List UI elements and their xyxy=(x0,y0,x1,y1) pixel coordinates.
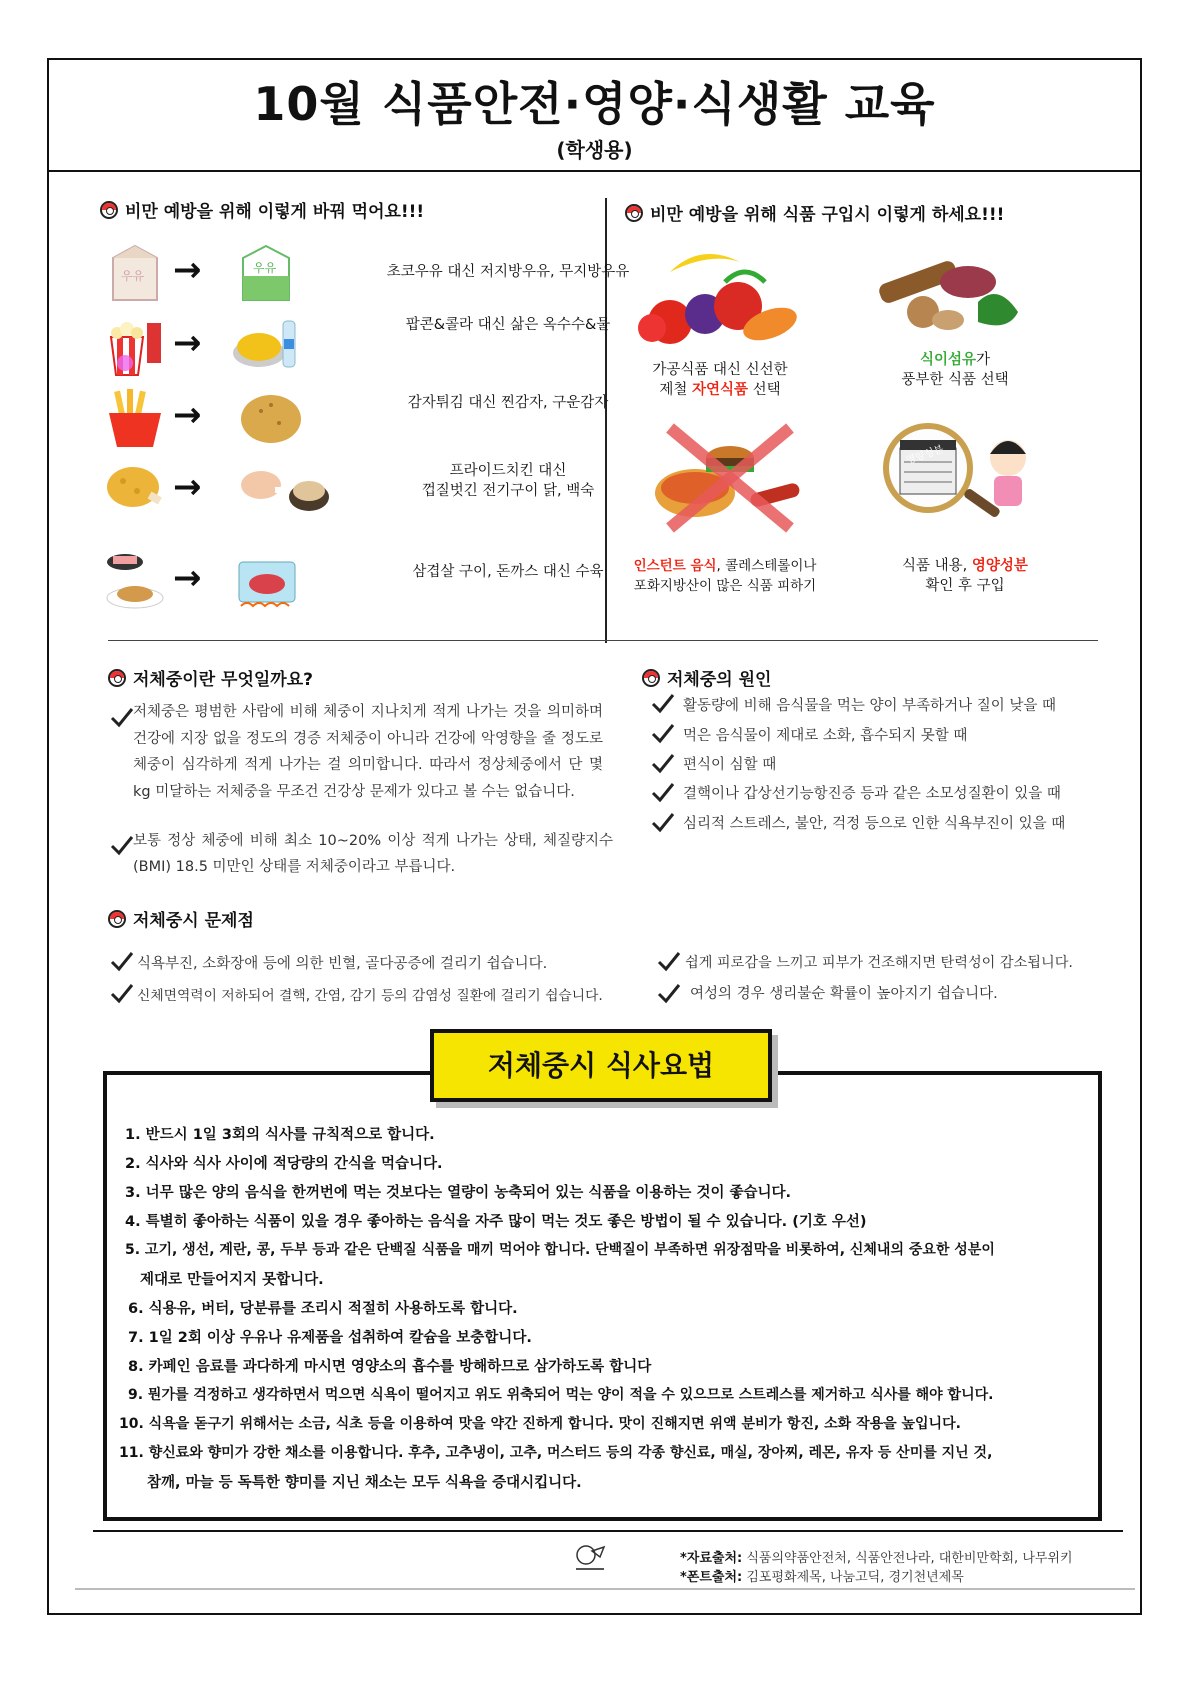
swap-label: 삼겹살 구이, 돈까스 대신 수육 xyxy=(412,564,604,580)
shopping-tips-heading: 비만 예방을 위해 식품 구입시 이렇게 하세요!!! xyxy=(625,200,1004,225)
tip-check-label: 식품 내용, 영양성분 확인 후 구입 xyxy=(902,558,1028,594)
diet-tip: 2. 식사와 식사 사이에 적당량의 간식을 먹습니다. xyxy=(125,1156,443,1172)
potato-icon xyxy=(231,385,301,449)
swap-label-line1: 프라이드치킨 대신 xyxy=(449,463,567,479)
roast-chicken-icon xyxy=(231,457,331,521)
tip-fresh-foods: 가공식품 대신 신선한 제철 자연식품 선택 xyxy=(652,362,788,398)
diet-tip: 5. 고기, 생선, 계란, 콩, 두부 등과 같은 단백질 식품을 매끼 먹어야 합니다. 단백질이 부족하면 위장점막을 비롯하여, 신체내의 중요한 성분이 xyxy=(125,1242,995,1258)
arrow-icon: → xyxy=(173,395,202,435)
cause-item: 활동량에 비해 음식물을 먹는 양이 부족하거나 질이 낮을 때 xyxy=(683,698,1057,714)
chocolate-milk-carton-icon xyxy=(103,240,167,304)
diet-tip: 11. 향신료와 향미가 강한 채소를 이용합니다. 후추, 고추냉이, 고추, 머스터드 등의 각종 향신료, 매실, 장아찌, 레몬, 유자 등 산미를 지닌 것, xyxy=(119,1445,993,1461)
swap-label: 감자튀김 대신 찐감자, 구운감자 xyxy=(407,395,609,411)
cause-item: 결핵이나 갑상선기능항진증 등과 같은 소모성질환이 있을 때 xyxy=(683,786,1061,802)
diet-tip: 3. 너무 많은 양의 음식을 한꺼번에 먹는 것보다는 열량이 농축되어 있는 식품을 이용하는 것이 좋습니다. xyxy=(125,1185,792,1201)
check-icon xyxy=(651,692,675,714)
swap-label-line2: 껍질벗긴 전기구이 닭, 백숙 xyxy=(421,483,595,499)
french-fries-icon xyxy=(103,385,167,449)
problem-item: 식욕부진, 소화장애 등에 의한 빈혈, 골다공증에 걸리기 쉽습니다. xyxy=(137,956,548,972)
pokeball-icon xyxy=(108,669,126,687)
problem-item: 여성의 경우 생리불순 확률이 높아지기 쉽습니다. xyxy=(690,986,998,1002)
cause-item: 먹은 음식물이 제대로 소화, 흡수되지 못할 때 xyxy=(683,728,968,744)
footer-line-light xyxy=(75,1588,1135,1590)
school-logo-icon xyxy=(572,1543,608,1573)
nutrition-label-magnifier-icon xyxy=(878,418,1048,533)
diet-tip: 1. 반드시 1일 3회의 식사를 규칙적으로 합니다. xyxy=(125,1127,435,1143)
pokeball-icon xyxy=(100,201,118,219)
underweight-definition: 저체중은 평범한 사람에 비해 체중이 지나치게 적게 나가는 것을 의미하며 건강에 지장 없을 정도의 경증 저체중이 아니라 건강에 악영향을 줄 정도로 체중이 심각하게 적게 나가는 걸 의미합니다. 따라서 정상체중에서 단 몇 kg 미달하는 저체중을 무조건 건강상 문제가 있다고 볼 수는 없습니다. xyxy=(133,704,603,800)
svg-text:우유: 우유 xyxy=(253,261,277,275)
tip-avoid-instant: 인스턴트 음식, 콜레스테롤이나 포화지방산이 많은 식품 피하기 xyxy=(633,558,817,594)
causes-heading: 저체중의 원인 xyxy=(642,665,771,690)
diet-tip: 8. 카페인 음료를 과다하게 마시면 영양소의 흡수를 방해하므로 삼가하도록 합니다 xyxy=(128,1359,652,1375)
diet-tip: 4. 특별히 좋아하는 식품이 있을 경우 좋아하는 음식을 자주 많이 먹는 것도 좋은 방법이 될 수 있습니다. (기호 우선) xyxy=(125,1214,867,1230)
check-icon xyxy=(651,722,675,744)
check-icon xyxy=(110,834,134,856)
font-credit: *폰트출처: 김포평화제목, 나눔고딕, 경기천년제목 xyxy=(680,1570,964,1585)
check-icon xyxy=(657,950,681,972)
page-subtitle: (학생용) xyxy=(556,138,633,162)
pokeball-icon xyxy=(625,204,643,222)
arrow-icon: → xyxy=(173,558,202,598)
swap-label: 초코우유 대신 저지방우유, 무지방우유 xyxy=(386,264,630,280)
swap-row-chicken xyxy=(103,457,603,527)
source-credit: *자료출처: 식품의약품안전처, 식품안전나라, 대한비만학회, 나무위키 xyxy=(680,1551,1073,1566)
pokeball-icon xyxy=(642,669,660,687)
diet-tip: 6. 식용유, 버터, 당분류를 조리시 적절히 사용하도록 합니다. xyxy=(128,1301,518,1317)
check-icon xyxy=(110,706,134,728)
check-icon xyxy=(651,811,675,833)
diet-tip-continued: 참깨, 마늘 등 독특한 향미를 지닌 채소는 모두 식욕을 증대시킵니다. xyxy=(147,1475,582,1491)
check-icon xyxy=(651,752,675,774)
swap-row-milk xyxy=(103,240,630,310)
arrow-icon: → xyxy=(173,250,202,290)
check-icon xyxy=(110,982,134,1004)
fruits-vegetables-icon xyxy=(630,242,805,352)
pork-cutlet-icon xyxy=(103,548,167,612)
check-icon xyxy=(110,950,134,972)
arrow-icon: → xyxy=(173,323,202,363)
problem-item: 신체면역력이 저하되어 결핵, 간염, 감기 등의 감염성 질환에 걸리기 쉽습니다. xyxy=(137,988,603,1004)
fried-chicken-icon xyxy=(103,457,167,521)
arrow-icon: → xyxy=(173,467,202,507)
title-box xyxy=(47,58,1142,172)
diet-tip: 9. 뭔가를 걱정하고 생각하면서 먹으면 식욕이 떨어지고 위도 위축되어 먹는 양이 적을 수 있으므로 스트레스를 제거하고 식사를 해야 합니다. xyxy=(128,1387,994,1403)
swap-label: 팝콘&콜라 대신 삶은 옥수수&물 xyxy=(405,317,611,333)
nutrition-label-text: 영양성분 xyxy=(904,444,946,467)
popcorn-cola-icon xyxy=(103,313,167,377)
underweight-criteria: 보통 정상 체중에 비해 최소 10~20% 이상 적게 나가는 상태, 체질량지수(BMI) 18.5 미만인 상태를 저체중이라고 부릅니다. xyxy=(133,833,613,875)
instant-food-crossed-icon xyxy=(640,418,810,533)
problem-item: 쉽게 피로감을 느끼고 피부가 건조해지면 탄력성이 감소됩니다. xyxy=(685,955,1073,971)
cause-item: 편식이 심할 때 xyxy=(683,757,777,773)
milk-carton-icon xyxy=(231,240,301,304)
diet-tip-continued: 제대로 만들어지지 못합니다. xyxy=(140,1272,324,1288)
boiled-pork-icon xyxy=(231,548,301,612)
horizontal-divider xyxy=(108,640,1098,641)
swap-row-pork xyxy=(103,548,603,618)
diet-tip: 10. 식욕을 돋구기 위해서는 소금, 식초 등을 이용하여 맛을 약간 진하게 합니다. 맛이 진해지면 위액 분비가 항진, 소화 작용을 높입니다. xyxy=(119,1416,961,1432)
check-icon xyxy=(651,781,675,803)
diet-tip: 7. 1일 2회 이상 우유나 유제품을 섭취하여 칼슘을 보충합니다. xyxy=(128,1330,532,1346)
diet-tips-heading: 저체중시 식사요법 xyxy=(430,1029,772,1102)
underweight-heading: 저체중이란 무엇일까요? xyxy=(108,665,313,690)
fiber-foods-icon xyxy=(868,242,1038,342)
svg-text:우유: 우유 xyxy=(121,269,145,283)
cause-item: 심리적 스트레스, 불안, 걱정 등으로 인한 식욕부진이 있을 때 xyxy=(683,816,1066,832)
page-title: 10월 식품안전·영양·식생활 교육 xyxy=(253,77,936,131)
swap-row-popcorn xyxy=(103,313,611,383)
swap-row-fries xyxy=(103,385,609,455)
problems-heading: 저체중시 문제점 xyxy=(108,906,254,931)
corn-water-icon xyxy=(231,313,301,377)
footer-line xyxy=(93,1530,1123,1532)
pokeball-icon xyxy=(108,910,126,928)
tip-fiber: 식이섬유가 풍부한 식품 선택 xyxy=(901,352,1009,388)
check-icon xyxy=(657,982,681,1004)
swap-foods-heading: 비만 예방을 위해 이렇게 바꿔 먹어요!!! xyxy=(100,197,424,222)
